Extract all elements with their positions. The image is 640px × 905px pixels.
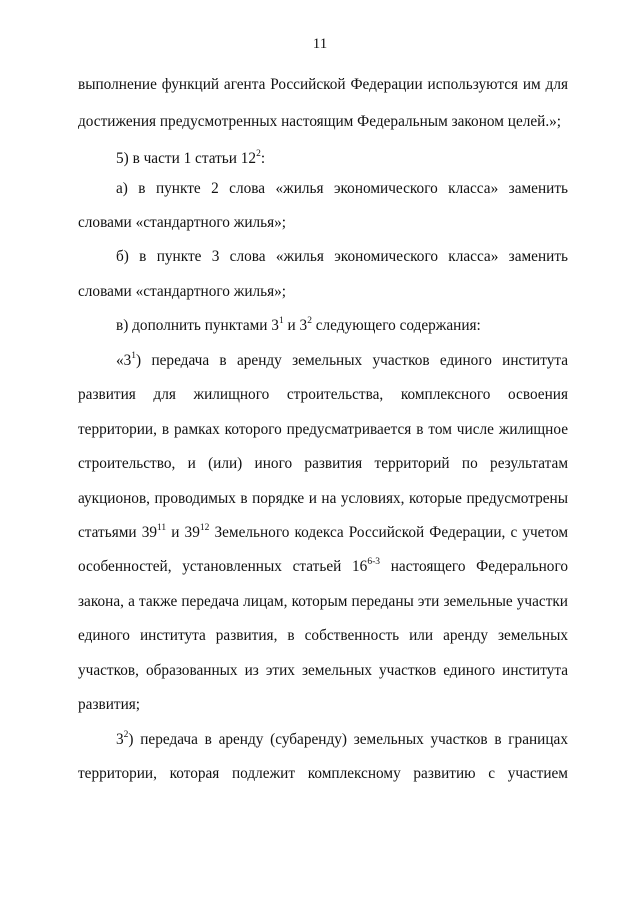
text-line: аукционов, проводимых в порядке и на условиях, которые предусмотрены: [78, 490, 568, 507]
text-fragment: особенностей, установленных статьей 16: [78, 558, 368, 575]
text-line: развития для жилищного строительства, комплексного освоения: [78, 386, 568, 403]
text-line: выполнение функций агента Российской Федерации используются им для: [78, 76, 568, 93]
text-fragment: настоящего Федерального: [380, 558, 568, 575]
text-line: территории, в рамках которого предусматривается в том числе жилищное: [78, 421, 568, 438]
text-line: [116, 731, 568, 749]
superscript: 2: [256, 148, 261, 159]
text-fragment: 3: [116, 731, 124, 748]
text-line: участков, образованных из этих земельных участков единого института: [78, 662, 568, 679]
superscript: 6-3: [367, 556, 380, 567]
superscript: 2: [307, 315, 312, 326]
text-line: территории, которая подлежит комплексному развитию с участием: [78, 765, 568, 782]
superscript: 2: [123, 729, 129, 740]
text-line: [78, 524, 568, 542]
text-line: [116, 317, 568, 335]
text-fragment: следующего содержания:: [311, 317, 481, 334]
text-line: а) в пункте 2 слова «жилья экономического класса» заменить: [116, 180, 568, 197]
text-fragment: «3: [116, 352, 132, 369]
text-fragment: :: [260, 150, 266, 167]
page-number: 11: [312, 36, 328, 52]
text-line: закона, а также передача лицам, которым переданы эти земельные участки: [78, 593, 568, 610]
text-fragment: ) передача в аренду земельных участков единого института: [136, 352, 568, 369]
text-line: достижения предусмотренных настоящим Федеральным законом целей.»;: [78, 113, 562, 130]
text-line: строительство, и (или) иного развития территорий по результатам: [78, 455, 568, 472]
text-fragment: 5) в части 1 статьи 12: [116, 150, 257, 167]
text-fragment: Земельного кодекса Российской Федерации, с учетом: [209, 524, 568, 541]
text-line: развития;: [78, 696, 141, 713]
text-line: словами «стандартного жилья»;: [78, 283, 287, 300]
text-fragment: и 3: [283, 317, 308, 334]
text-line: единого института развития, в собственность или аренду земельных: [78, 627, 568, 644]
superscript: 1: [278, 315, 284, 326]
text-line: [116, 150, 568, 168]
text-line: б) в пункте 3 слова «жилья экономического класса» заменить: [116, 248, 568, 265]
superscript: 1: [131, 350, 137, 361]
text-line: [78, 558, 568, 576]
superscript: 12: [199, 522, 210, 533]
text-fragment: в) дополнить пунктами 3: [116, 317, 279, 334]
text-fragment: ) передача в аренду (субаренду) земельных участков в границах: [128, 731, 568, 748]
superscript: 11: [157, 522, 167, 533]
text-fragment: статьями 39: [78, 524, 158, 541]
text-fragment: и 39: [166, 524, 200, 541]
text-line: словами «стандартного жилья»;: [78, 214, 287, 231]
text-line: [116, 352, 568, 370]
